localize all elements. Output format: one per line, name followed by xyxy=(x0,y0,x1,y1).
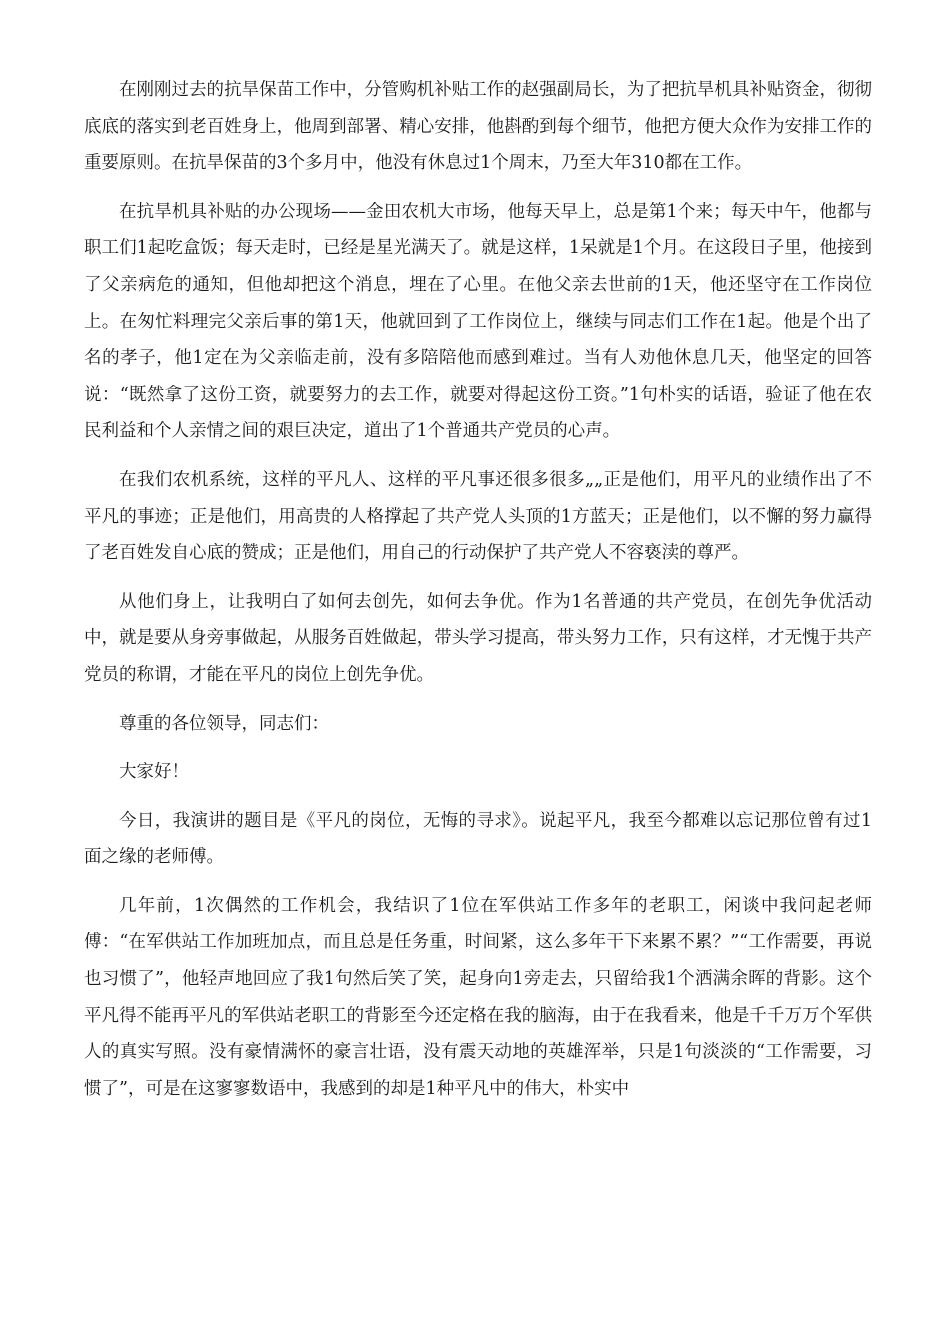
paragraph-2: 在抗旱机具补贴的办公现场——金田农机大市场，他每天早上，总是第1个来；每天中午，他都与职工们1起吃盒饭；每天走时，已经是星光满天了。就是这样，1呆就是1个月。在这段日子里，他接到了父亲病危的通知，但他却把这个消息，埋在了心里。在他父亲去世前的1天，他还坚守在工作岗位上。在匆忙料理完父亲后事的第1天，他就回到了工作岗位上，继续与同志们工作在1起。他是个出了名的孝子，他1定在为父亲临走前，没有多陪陪他而感到难过。当有人劝他休息几天，他坚定的回答说：“既然拿了这份工资，就要努力的去工作，就要对得起这份工资。”1句朴实的话语，验证了他在农民利益和个人亲情之间的艰巨决定，道出了1个普通共产党员的心声。 xyxy=(84,201,872,442)
paragraph-1: 在刚刚过去的抗旱保苗工作中，分管购机补贴工作的赵强副局长，为了把抗旱机具补贴资金，彻彻底底的落实到老百姓身上，他周到部署、精心安排，他斟酌到每个细节，他把方便大众作为安排工作的重要原则。在抗旱保苗的3个多月中，他没有休息过1个周末，乃至大年310都在工作。 xyxy=(84,80,872,174)
paragraph-speech-title: 今日，我演讲的题目是《平凡的岗位，无悔的寻求》。说起平凡，我至今都难以忘记那位曾有过1面之缘的老师傅。 xyxy=(84,810,872,868)
paragraph-3: 在我们农机系统，这样的平凡人、这样的平凡事还很多很多„„正是他们，用平凡的业绩作出了不平凡的事迹；正是他们，用高贵的人格撑起了共产党人头顶的1方蓝天；正是他们，以不懈的努力赢得了老百姓发自心底的赞成；正是他们，用自己的行动保护了共产党人不容亵渎的尊严。 xyxy=(84,469,872,564)
paragraph-story: 几年前，1次偶然的工作机会，我结识了1位在军供站工作多年的老职工，闲谈中我问起老师傅：“在军供站工作加班加点，而且总是任务重，时间紧，这么多年干下来累不累？”“工作需要，再说也习惯了”，他轻声地回应了我1句然后笑了笑，起身向1旁走去，只留给我1个洒满余晖的背影。这个平凡得不能再平凡的军供站老职工的背影至今还定格在我的脑海，由于在我看来，他是千千万万个军供人的真实写照。没有豪情满怀的豪言壮语，没有震天动地的英雄浑举，只是1句淡淡的“工作需要，习惯了”，可是在这寥寥数语中，我感到的却是1种平凡中的伟大，朴实中 xyxy=(84,895,872,1099)
document-body xyxy=(84,72,872,1119)
paragraph-4: 从他们身上，让我明白了如何去创先，如何去争优。作为1名普通的共产党员，在创先争优活动中，就是要从身旁事做起，从服务百姓做起，带头学习提高，带头努力工作，只有这样，才无愧于共产党员的称谓，才能在平凡的岗位上创先争优。 xyxy=(84,591,872,685)
greeting-line: 尊重的各位领导，同志们： xyxy=(119,713,329,734)
salutation-line: 大家好！ xyxy=(119,762,189,783)
